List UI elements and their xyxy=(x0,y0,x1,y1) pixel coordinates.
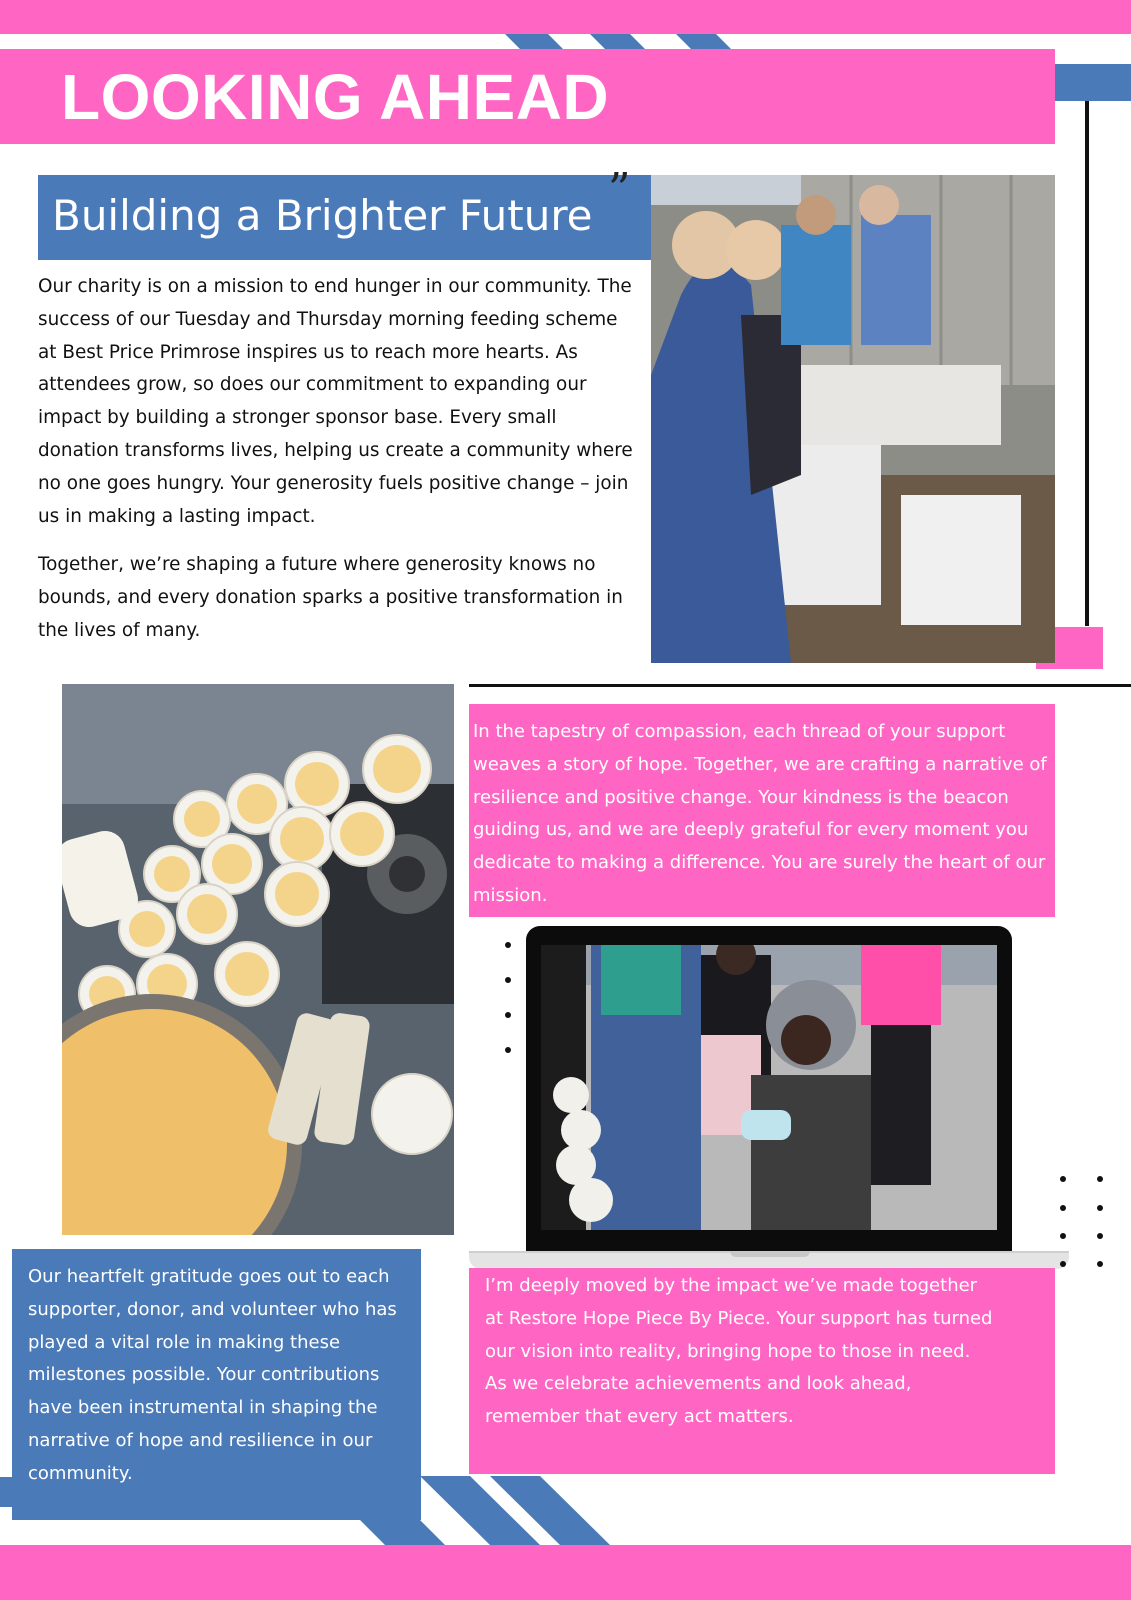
bullet-dot xyxy=(505,1047,511,1053)
body-paragraph-2: Together, we’re shaping a future where generosity knows no bounds, and every donation sparks a positive transformation in the lives of many. xyxy=(38,554,623,641)
grid-dot xyxy=(1097,1261,1103,1267)
top-stripes xyxy=(480,34,760,50)
quote-icon: ” xyxy=(608,164,623,215)
photo-food-cups xyxy=(62,684,454,1235)
grid-dot xyxy=(1097,1233,1103,1239)
top-band xyxy=(0,0,1131,34)
grid-dot xyxy=(1060,1205,1066,1211)
photo-volunteers-serving xyxy=(651,175,1055,663)
grid-dot xyxy=(1060,1233,1066,1239)
right-blue-tab xyxy=(1055,64,1131,101)
bullet-dot xyxy=(505,1012,511,1018)
section-subtitle: Building a Brighter Future xyxy=(52,191,593,240)
body-text xyxy=(38,271,638,648)
laptop-frame xyxy=(526,926,1012,1252)
body-paragraph-1: Our charity is on a mission to end hunger in our community. The success of our Tuesday and Thursday morning feeding scheme at Best Price Primrose inspires us to reach more hearts. As attendees grow, so does our commitment to expanding our impact by building a stronger sponsor base. Every small donation transforms lives, helping us create a community where no one goes hungry. Your generosity fuels positive change – join us in making a lasting impact. xyxy=(38,276,633,527)
pink-message-box-1 xyxy=(469,704,1055,917)
subtitle-bar xyxy=(38,175,651,260)
bottom-band xyxy=(0,1545,1131,1600)
laptop-notch xyxy=(730,1251,810,1257)
section-divider xyxy=(469,684,1131,687)
bullet-dot xyxy=(505,942,511,948)
pink-message-1-text: In the tapestry of compassion, each thread of your support weaves a story of hope. Together, we are crafting a narrative of resilience and positive change. Your kindness is the beacon guiding us, and we are deeply grateful for every moment you dedicate to making a difference. You are surely the heart of our mission. xyxy=(473,721,1047,906)
blue-gratitude-box xyxy=(12,1249,421,1520)
photo-children-queue xyxy=(541,945,997,1230)
right-vertical-line xyxy=(1085,101,1089,626)
pink-message-2-text: I’m deeply moved by the impact we’ve made together at Restore Hope Piece By Piece. Your support has turned our vision into reality, bringing hope to those in need. As we celebrate achievements and look ahead, remember that every act matters. xyxy=(485,1275,993,1428)
blue-gratitude-text: Our heartfelt gratitude goes out to each supporter, donor, and volunteer who has played a vital role in making these milestones possible. Your contributions have been instrumental in shaping the narrative of hope and resilience in our community. xyxy=(28,1266,397,1484)
grid-dot xyxy=(1060,1261,1066,1267)
grid-dot xyxy=(1060,1176,1066,1182)
grid-dot xyxy=(1097,1205,1103,1211)
pink-message-box-2 xyxy=(469,1268,1055,1474)
page-title: LOOKING AHEAD xyxy=(61,61,610,133)
grid-dot xyxy=(1097,1176,1103,1182)
bullet-dot xyxy=(505,977,511,983)
title-banner xyxy=(0,49,1055,144)
